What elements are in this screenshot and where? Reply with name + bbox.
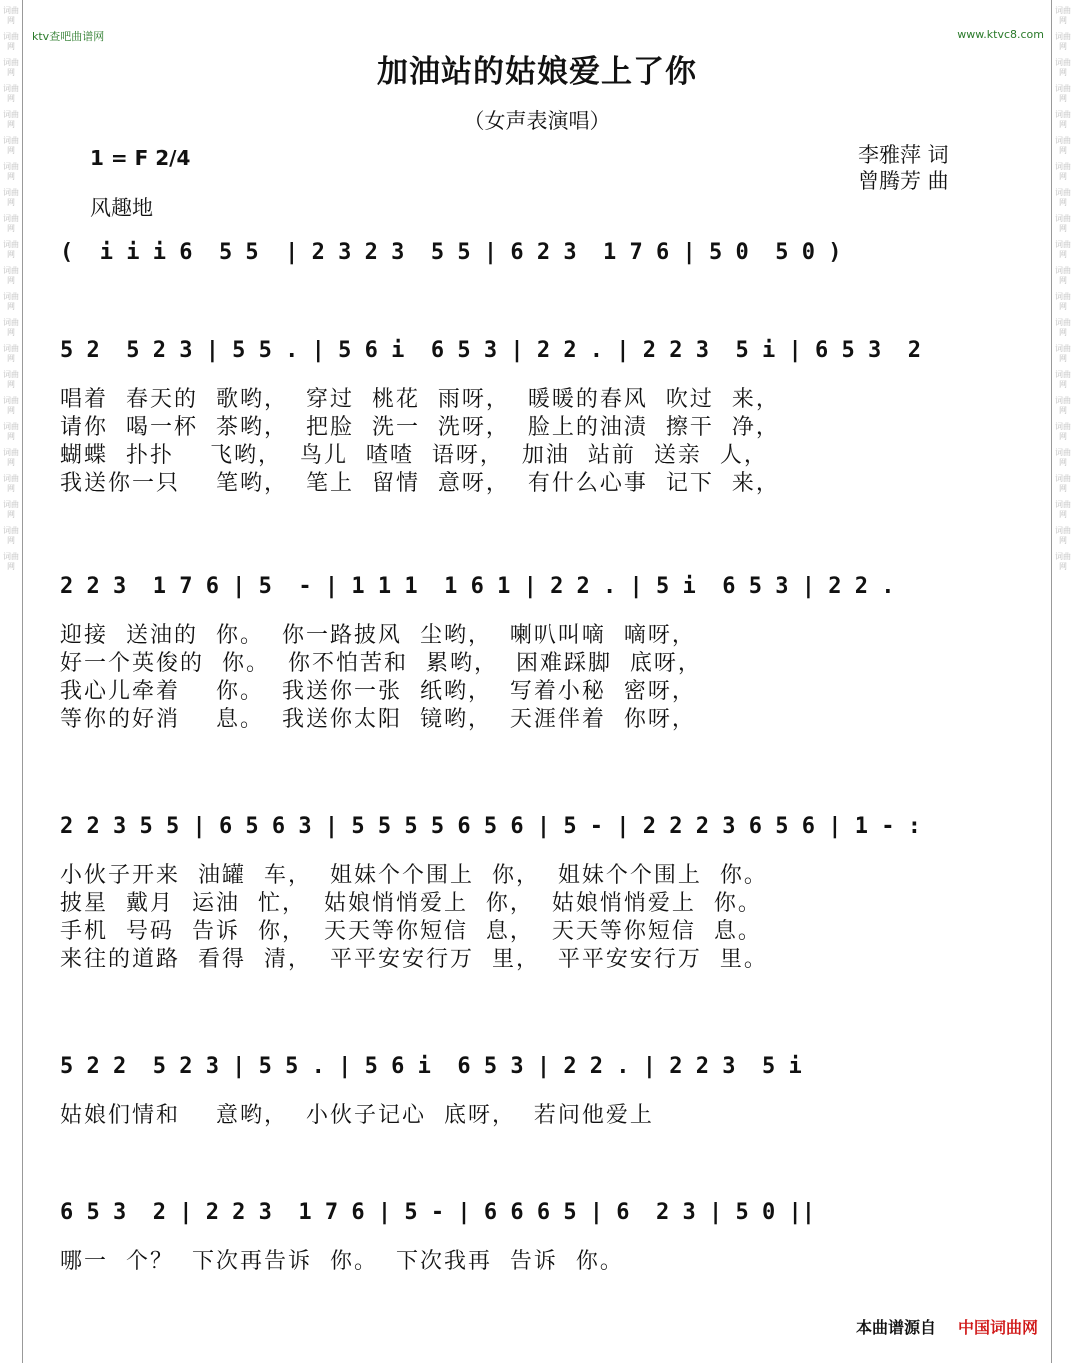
side-watermark-text: 词曲网 bbox=[1055, 214, 1071, 233]
key-signature: 1 = F 2/4 bbox=[90, 146, 191, 170]
credits bbox=[858, 142, 949, 194]
lyric-line: 唱着 春天的 歌哟， 穿过 桃花 雨呀， 暖暖的春风 吹过 来， bbox=[60, 387, 780, 412]
notation-line bbox=[60, 338, 1030, 372]
lyric-line: 小伙子开来 油罐 车， 姐妹个个围上 你， 姐妹个个围上 你。 bbox=[60, 863, 768, 888]
side-watermark-text: 词曲网 bbox=[1055, 344, 1071, 363]
side-watermark-text: 词曲网 bbox=[3, 32, 19, 51]
watermark-right: www.ktvc8.com bbox=[957, 28, 1044, 41]
side-watermark-text: 词曲网 bbox=[3, 292, 19, 311]
side-watermark-text: 词曲网 bbox=[1055, 136, 1071, 155]
lyric-line: 我心儿牵着 你。 我送你一张 纸哟， 写着小秘 密呀， bbox=[60, 679, 696, 704]
side-watermark-text: 词曲网 bbox=[3, 162, 19, 181]
side-watermark-text: 词曲网 bbox=[3, 136, 19, 155]
footer-source: 本曲谱源自 bbox=[855, 1318, 936, 1337]
lyricist: 李雅萍 词 bbox=[858, 143, 949, 167]
notation-line bbox=[60, 1200, 1030, 1234]
footer bbox=[856, 1315, 1038, 1338]
side-watermark-text: 词曲网 bbox=[1055, 370, 1071, 389]
side-watermark-text: 词曲网 bbox=[3, 552, 19, 571]
side-watermark-text: 词曲网 bbox=[1055, 500, 1071, 519]
notation-text: 2 2 3 1 7 6 | 5 - | 1 1 1 1 6 1 | 2 2 . | 5 i 6 5 3 | 2 2 . bbox=[60, 574, 895, 599]
lyric-line: 好一个英俊的 你。 你不怕苦和 累哟， 困难踩脚 底呀， bbox=[60, 651, 702, 676]
lyric-line: 蝴蝶 扑扑 飞哟， 鸟儿 喳喳 语呀， 加油 站前 送亲 人， bbox=[60, 443, 768, 468]
side-watermark-text: 词曲网 bbox=[3, 318, 19, 337]
side-watermark-text: 词曲网 bbox=[1055, 58, 1071, 77]
side-watermark-text: 词曲网 bbox=[3, 526, 19, 545]
side-watermark-text: 词曲网 bbox=[3, 110, 19, 129]
side-watermark-text: 词曲网 bbox=[1055, 552, 1071, 571]
side-watermark-text: 词曲网 bbox=[3, 500, 19, 519]
side-watermark-text: 词曲网 bbox=[1055, 240, 1071, 259]
lyric-line: 披星 戴月 运油 忙， 姑娘悄悄爱上 你， 姑娘悄悄爱上 你。 bbox=[60, 891, 762, 916]
notation-text: 5 2 5 2 3 | 5 5 . | 5 6 i 6 5 3 | 2 2 . | 2 2 3 5 i | 6 5 3 2 bbox=[60, 338, 921, 363]
lyric-line: 等你的好消 息。 我送你太阳 镜哟， 天涯伴着 你呀， bbox=[60, 707, 696, 732]
notation-text: ( i i i 6 5 5 | 2 3 2 3 5 5 | 6 2 3 1 7 6 | 5 0 5 0 ) bbox=[60, 240, 842, 265]
side-watermark-text: 词曲网 bbox=[1055, 292, 1071, 311]
side-watermark-text: 词曲网 bbox=[3, 84, 19, 103]
side-watermark-text: 词曲网 bbox=[1055, 188, 1071, 207]
side-watermark-text: 词曲网 bbox=[3, 266, 19, 285]
side-watermark-text: 词曲网 bbox=[3, 240, 19, 259]
side-watermark-text: 词曲网 bbox=[3, 344, 19, 363]
notation-line bbox=[60, 814, 1030, 848]
lyric-line: 姑娘们情和 意哟， 小伙子记心 底呀， 若问他爱上 bbox=[60, 1103, 654, 1128]
side-watermark-text: 词曲网 bbox=[1055, 162, 1071, 181]
notation-line bbox=[60, 240, 1030, 274]
side-watermark-text: 词曲网 bbox=[3, 214, 19, 233]
side-watermark-text: 词曲网 bbox=[1055, 526, 1071, 545]
side-watermark-text: 词曲网 bbox=[1055, 6, 1071, 25]
side-watermark-text: 词曲网 bbox=[3, 6, 19, 25]
side-watermark-text: 词曲网 bbox=[3, 58, 19, 77]
side-watermark-text: 词曲网 bbox=[1055, 110, 1071, 129]
notation-text: 5 2 2 5 2 3 | 5 5 . | 5 6 i 6 5 3 | 2 2 . | 2 2 3 5 i bbox=[60, 1054, 802, 1079]
song-title: 加油站的姑娘爱上了你 bbox=[377, 54, 697, 90]
right-watermark-strip bbox=[1051, 0, 1074, 1363]
composer: 曾腾芳 曲 bbox=[858, 169, 949, 193]
notation-line bbox=[60, 1054, 1030, 1088]
lyric-line: 来往的道路 看得 清， 平平安安行万 里， 平平安安行万 里。 bbox=[60, 947, 768, 972]
lyric-line: 请你 喝一杯 茶哟， 把脸 洗一 洗呀， 脸上的油渍 擦干 净， bbox=[60, 415, 780, 440]
lyric-line: 我送你一只 笔哟， 笔上 留情 意呀， 有什么心事 记下 来， bbox=[60, 471, 780, 496]
side-watermark-text: 词曲网 bbox=[3, 448, 19, 467]
tempo-marking: 风趣地 bbox=[90, 196, 153, 220]
side-watermark-text: 词曲网 bbox=[1055, 448, 1071, 467]
side-watermark-text: 词曲网 bbox=[3, 422, 19, 441]
notation-line bbox=[60, 574, 1030, 608]
side-watermark-text: 词曲网 bbox=[3, 474, 19, 493]
side-watermark-text: 词曲网 bbox=[3, 188, 19, 207]
lyric-line: 迎接 送油的 你。 你一路披风 尘哟， 喇叭叫嘀 嘀呀， bbox=[60, 623, 696, 648]
notation-text: 6 5 3 2 | 2 2 3 1 7 6 | 5 - | 6 6 6 5 | 6 2 3 | 5 0 || bbox=[60, 1200, 815, 1225]
side-watermark-text: 词曲网 bbox=[1055, 474, 1071, 493]
side-watermark-text: 词曲网 bbox=[1055, 318, 1071, 337]
song-subtitle: （女声表演唱） bbox=[463, 109, 611, 133]
watermark-left: ktv查吧曲谱网 bbox=[32, 30, 105, 43]
side-watermark-text: 词曲网 bbox=[1055, 84, 1071, 103]
left-watermark-strip bbox=[0, 0, 23, 1363]
side-watermark-text: 词曲网 bbox=[1055, 422, 1071, 441]
side-watermark-text: 词曲网 bbox=[3, 370, 19, 389]
lyric-line: 手机 号码 告诉 你， 天天等你短信 息， 天天等你短信 息。 bbox=[60, 919, 762, 944]
footer-brand: 中国词曲网 bbox=[957, 1318, 1038, 1337]
lyric-line: 哪一 个？ 下次再告诉 你。 下次我再 告诉 你。 bbox=[60, 1249, 624, 1274]
notation-text: 2 2 3 5 5 | 6 5 6 3 | 5 5 5 5 6 5 6 | 5 - | 2 2 2 3 6 5 6 | 1 - : bbox=[60, 814, 921, 839]
side-watermark-text: 词曲网 bbox=[1055, 32, 1071, 51]
side-watermark-text: 词曲网 bbox=[1055, 396, 1071, 415]
side-watermark-text: 词曲网 bbox=[3, 396, 19, 415]
side-watermark-text: 词曲网 bbox=[1055, 266, 1071, 285]
